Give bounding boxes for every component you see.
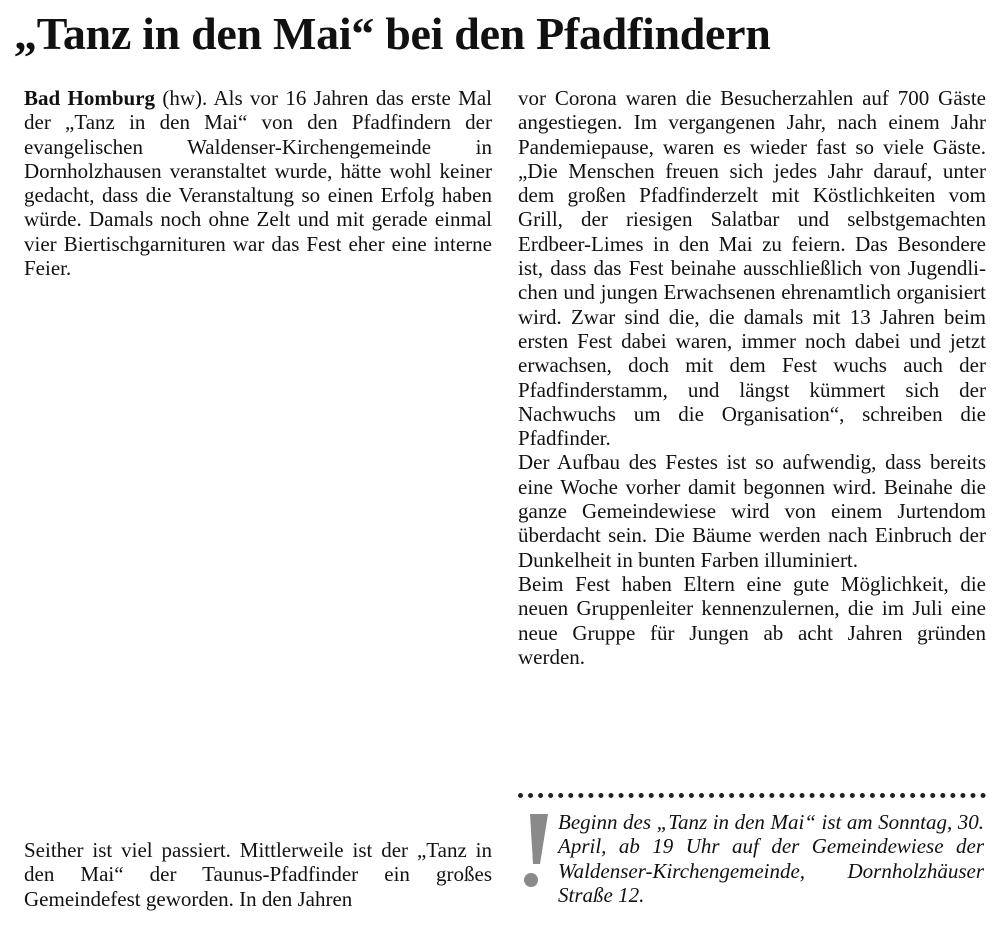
article-paragraph-parents: Beim Fest haben Eltern eine gute Möglichkeit, die neuen Gruppenleiter kennenzulernen, die im Juli eine neue Gruppe für Jungen ab acht Jahren gründen werden. <box>518 571 986 669</box>
article-paragraph-intro <box>24 86 492 280</box>
article-column-right <box>518 86 986 669</box>
dotted-divider <box>518 793 986 798</box>
article-paragraph-visitors: vor Corona waren die Besucherzahlen auf 700 Gäste angestiegen. Im vergangenen Jahr, nach einem Jahr Pandemiepause, waren es wieder fast so viele Gäste. „Die Menschen freuen sich jedes Jahr darauf, unter dem großen Pfadfinderzelt mit Köstlichkeiten vom Grill, der riesigen Salatbar und selbstgemachten Erdbeer-Limes in den Mai zu feiern. Das Besondere ist, dass das Fest beinahe ausschließlich von Jugendlichen und jungen Erwachsenen ehrenamtlich organisiert wird. Zwar sind die, die damals mit 13 Jahren beim ersten Fest dabei waren, immer noch dabei und jetzt erwachsen, doch mit dem Fest wuchs auch der Pfadfinderstamm, und längst kümmert sich der Nachwuchs um die Organisation“, schreiben die Pfadfinder. <box>518 86 986 451</box>
article-paragraph-seither: Seither ist viel passiert. Mittlerweile ist der „Tanz in den Mai“ der Taunus-Pfadfinder ein großes Gemeindefest geworden. In den Jahren <box>24 838 492 911</box>
info-box <box>518 810 986 920</box>
article-paragraph-setup: Der Aufbau des Festes ist so aufwendig, dass bereits eine Woche vorher damit begonnen wird. Beinahe die ganze Gemeindewiese wird von einem Jurtendom überdacht sein. Die Bäume werden nach Einbruch der Dunkelheit in bunten Farben illuminiert. <box>518 450 986 572</box>
article-column-left-bottom <box>24 838 492 911</box>
intro-text: (hw). Als vor 16 Jahren das erste Mal der „Tanz in den Mai“ von den Pfadfindern der evangelischen Waldenser-Kirchengemeinde in Dornholzhausen veranstaltet wurde, hätte wohl keiner gedacht, dass die Veranstaltung so einen Erfolg haben würde. Damals noch ohne Zelt und mit gerade einmal vier Biertischgarnituren war das Fest eher eine interne Feier. <box>24 86 492 281</box>
article-column-left-top <box>24 86 492 280</box>
dateline: Bad Homburg <box>24 86 156 110</box>
info-box-text: Beginn des „Tanz in den Mai“ ist am Sonntag, 30. April, ab 19 Uhr auf der Gemeindewiese der Waldenser-Kirchengemeinde, Dornholzhäuser Straße 12. <box>558 810 984 907</box>
exclamation-icon <box>518 810 556 890</box>
headline: „Tanz in den Mai“ bei den Pfadfindern <box>14 8 771 59</box>
